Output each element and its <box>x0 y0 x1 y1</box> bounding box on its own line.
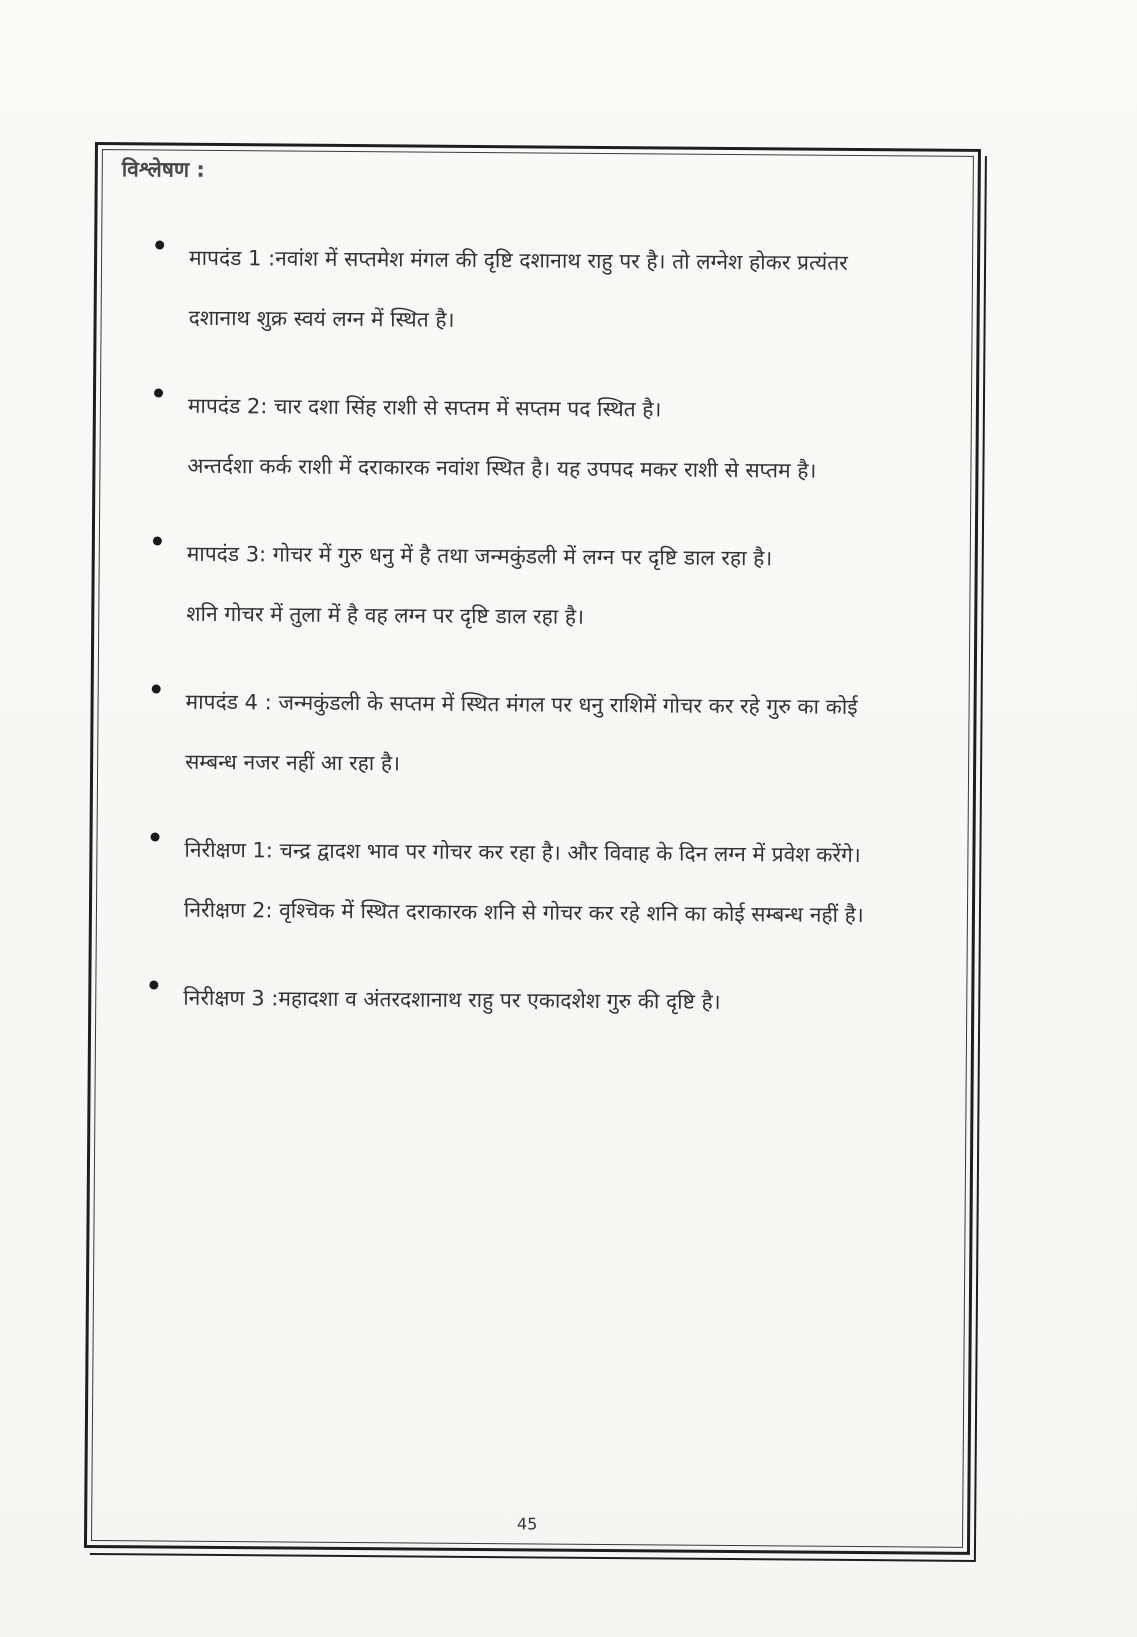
list-item <box>145 375 946 501</box>
list-item-line: सम्बन्ध नजर नहीं आ रहा है। <box>185 749 401 776</box>
list-item-line: मापदंड 4 : जन्मकुंडली के सप्तम में स्थित मंगल पर धनु राशिमें गोचर कर रहे गुरु का कोई <box>185 689 858 720</box>
list-item <box>146 227 947 353</box>
list-item <box>144 523 945 649</box>
list-item-line: निरीक्षण 3 :महादशा व अंतरदशानाथ राहु पर एकादशेश गुरु की दृष्टि है। <box>183 985 721 1014</box>
bullet-icon <box>155 240 164 249</box>
list-item <box>141 967 941 1033</box>
section-heading: विश्लेषण : <box>121 157 205 182</box>
analysis-list <box>141 227 947 1061</box>
bullet-icon <box>149 980 158 989</box>
bullet-icon <box>153 536 162 545</box>
list-item-line: अन्तर्दशा कर्क राशी में दराकारक नवांश स्थित है। यह उपपद मकर राशी से सप्तम है। <box>187 453 817 483</box>
list-item-line: निरीक्षण 1: चन्द्र द्वादश भाव पर गोचर कर रहा है। और विवाह के दिन लग्न में प्रवेश करेंगे। <box>184 837 861 868</box>
list-item <box>142 819 943 945</box>
list-item-line: निरीक्षण 2: वृश्चिक में स्थित दराकारक शनि से गोचर कर रहे शनि का कोई सम्बन्ध नहीं है। <box>183 897 864 928</box>
bullet-icon <box>154 388 163 397</box>
bullet-icon <box>151 832 160 841</box>
list-item-line: मापदंड 1 :नवांश में सप्तमेश मंगल की दृष्टि दशानाथ राहु पर है। तो लग्नेश होकर प्रत्यंतर <box>188 245 848 275</box>
page-border-frame <box>84 142 981 1555</box>
bullet-icon <box>152 684 161 693</box>
page-number: 45 <box>516 1514 538 1534</box>
list-item-line: मापदंड 2: चार दशा सिंह राशी से सप्तम में सप्तम पद स्थित है। <box>187 393 662 422</box>
list-item-line: शनि गोचर में तुला में है वह लग्न पर दृष्टि डाल रहा है। <box>186 601 585 629</box>
list-item <box>143 671 944 797</box>
list-item-line: मापदंड 3: गोचर में गुरु धनु में है तथा जन्मकुंडली में लग्न पर दृष्टि डाल रहा है। <box>186 541 773 571</box>
list-item-line: दशानाथ शुक्र स्वयं लग्न में स्थित है। <box>188 305 455 332</box>
